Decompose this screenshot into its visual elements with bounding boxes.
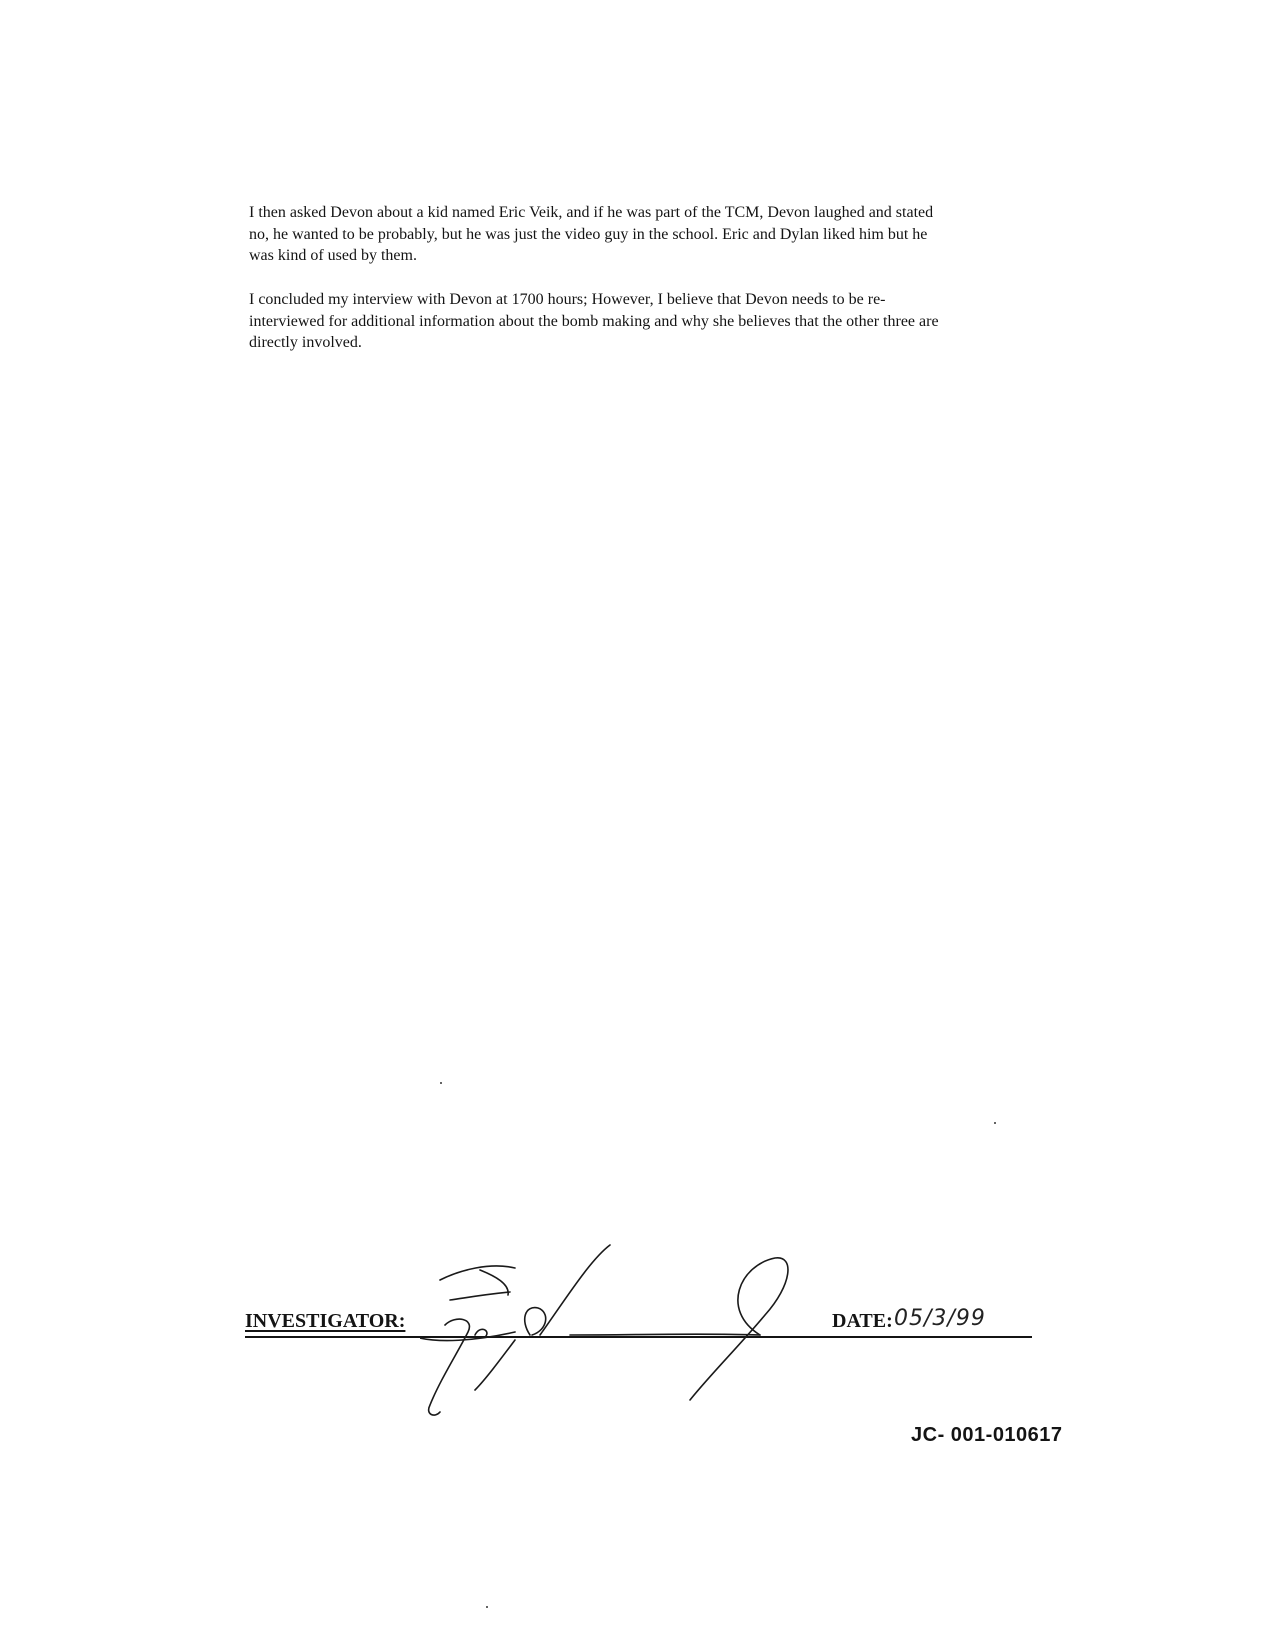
paragraph-line: was kind of used by them. bbox=[249, 247, 417, 264]
paragraph-line: no, he wanted to be probably, but he was just the video guy in the school. Eric and Dylan liked him but he bbox=[249, 225, 928, 243]
body-paragraph bbox=[249, 202, 1049, 267]
body-paragraph bbox=[249, 289, 1049, 354]
scan-speck bbox=[486, 1606, 488, 1608]
investigator-label: INVESTIGATOR: bbox=[245, 1310, 406, 1332]
date-label: DATE: bbox=[832, 1310, 893, 1332]
paragraph-line: I concluded my interview with Devon at 1700 hours; However, I believe that Devon needs to be re- bbox=[249, 291, 886, 308]
date-line bbox=[832, 1336, 1032, 1338]
scan-speck bbox=[440, 1082, 442, 1084]
investigator-signature bbox=[420, 1240, 820, 1420]
paragraph-line: directly involved. bbox=[249, 334, 362, 351]
bates-number: JC- 001-010617 bbox=[911, 1424, 1063, 1446]
date-value: 05/3/99 bbox=[894, 1306, 986, 1331]
paragraph-line: I then asked Devon about a kid named Eric Veik, and if he was part of the TCM, Devon laughed and stated bbox=[249, 204, 934, 221]
scan-speck bbox=[994, 1122, 996, 1124]
paragraph-line: interviewed for additional information about the bomb making and why she believes that the other three are bbox=[249, 312, 939, 330]
